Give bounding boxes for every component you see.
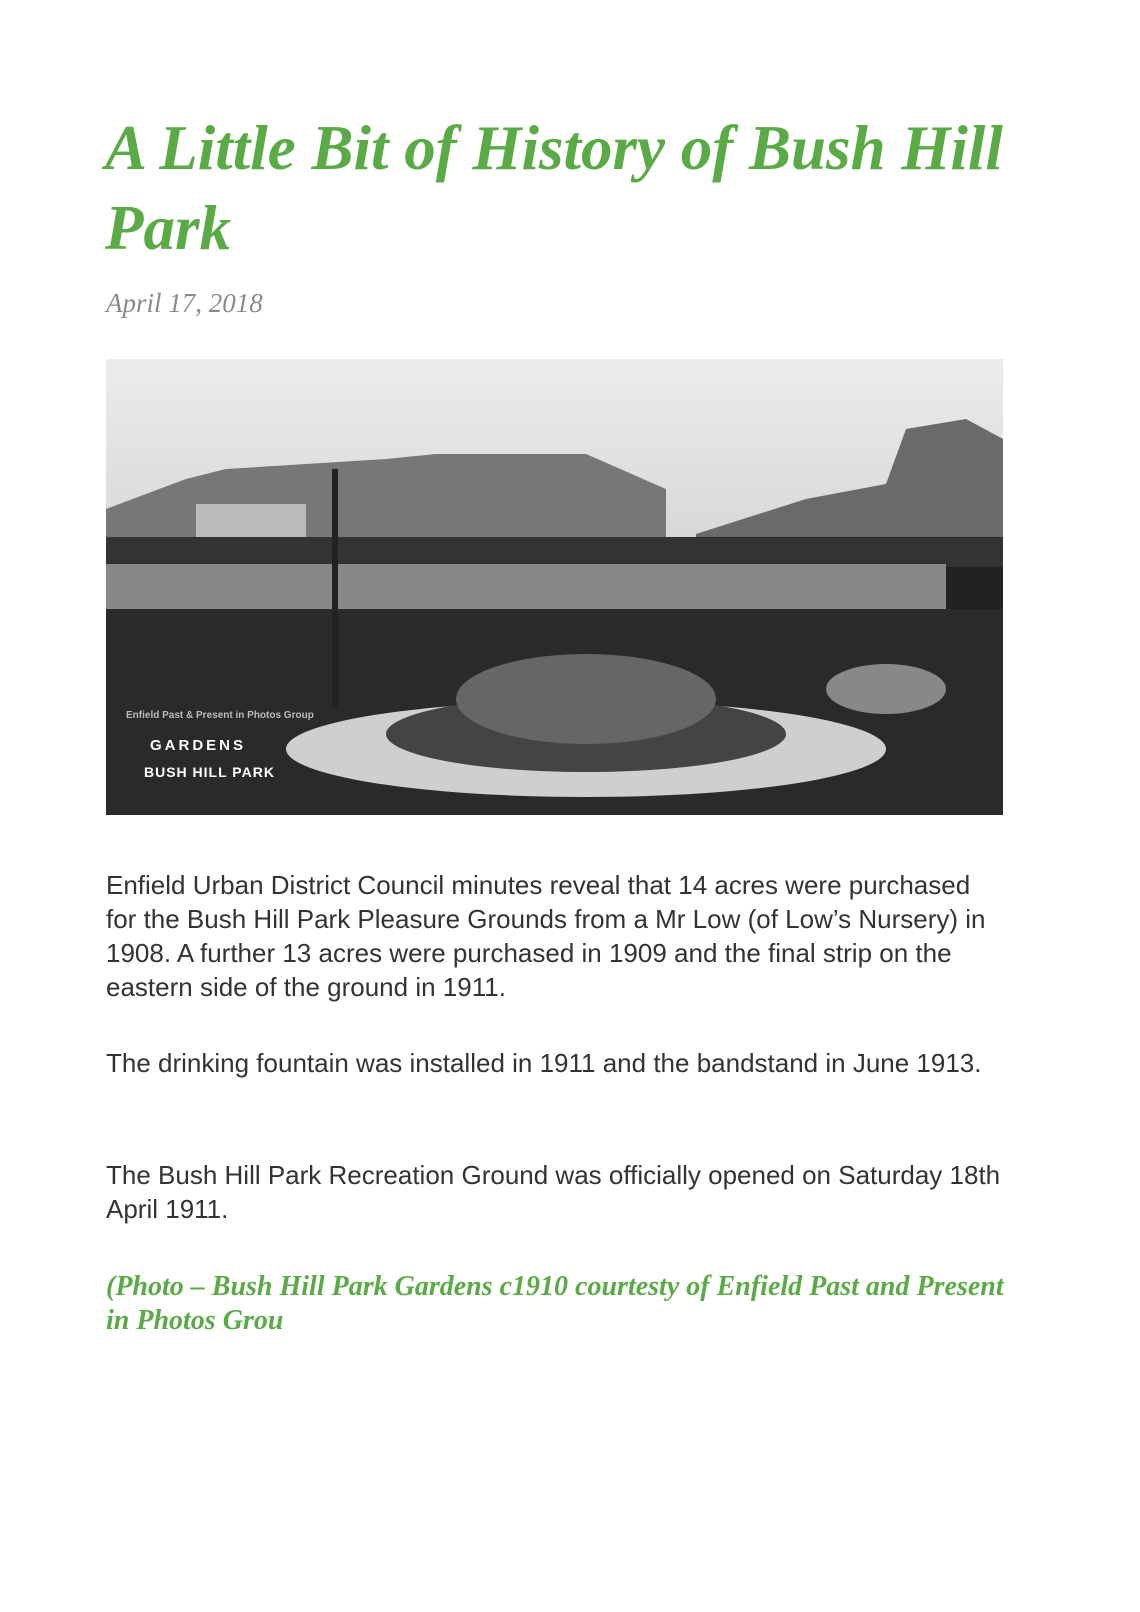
paragraph-3: The Bush Hill Park Recreation Ground was officially opened on Saturday 18th April 1911. [106,1160,1001,1224]
photo-caption-line2: BUSH HILL PARK [144,764,275,780]
article-title: A Little Bit of History of Bush Hill Park [105,113,1003,263]
paragraph-2: The drinking fountain was installed in 1911 and the bandstand in June 1913. [106,1048,982,1078]
photo-credit: (Photo – Bush Hill Park Gardens c1910 courtesty of Enfield Past and Present in Photos Grou [106,1271,1004,1336]
photo-watermark: Enfield Past & Present in Photos Group [126,710,314,721]
photo-caption-line1: GARDENS [150,737,247,754]
post-date: April 17, 2018 [106,288,263,318]
historic-photo [106,359,1003,815]
paragraph-1: Enfield Urban District Council minutes reveal that 14 acres were purchased for the Bush Hill Park Pleasure Grounds from a Mr Low (of Low’s Nursery) in 1908. A further 13 acres were purchased in 1909 and the final strip on the eastern side of the ground in 1911. [106,870,986,1002]
